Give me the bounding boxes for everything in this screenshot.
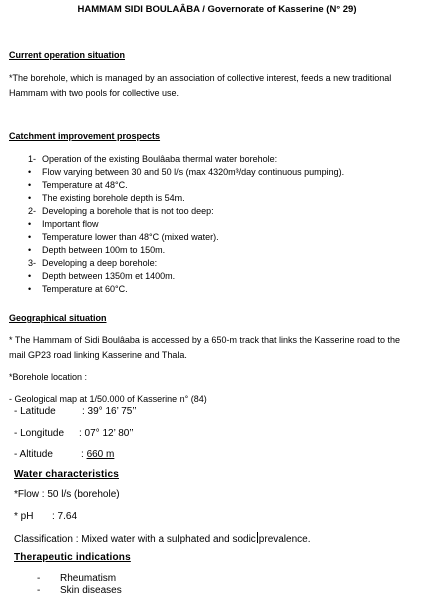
section-heading-current-operation: Current operation situation (9, 50, 126, 60)
list-item: • Temperature lower than 48°C (mixed water). (28, 232, 219, 242)
list-item: • Flow varying between 30 and 50 l/s (max 4320m³/day continuous pumping). (28, 167, 345, 177)
ph-value: : 7.64 (52, 511, 78, 522)
geological-map-ref: - Geological map at 1/50.000 of Kasserine n° (84) (9, 394, 207, 404)
list-item: • Depth between 1350m et 1400m. (28, 271, 176, 281)
ph-label: * pH (14, 511, 34, 522)
list-item: 3- Developing a deep borehole: (28, 258, 158, 268)
list-item: • Depth between 100m to 150m. (28, 245, 166, 255)
section-heading-therapeutic: Therapeutic indications (14, 552, 131, 563)
borehole-location-label: *Borehole location : (9, 372, 88, 382)
section-heading-geographical: Geographical situation (9, 313, 107, 323)
latitude-label: - Latitude (14, 406, 56, 417)
document-title: HAMMAM SIDI BOULAÂBA / Governorate of Kasserine (N° 29) (77, 4, 357, 15)
text-cursor (257, 532, 258, 543)
list-item: - Rheumatism (37, 573, 117, 584)
latitude-value: : 39° 16’ 75’’ (82, 406, 137, 417)
section-heading-water: Water characteristics (14, 469, 119, 480)
list-item: - Skin diseases (37, 585, 122, 596)
water-classification: Classification : Mixed water with a sulphated and sodic prevalence. (14, 534, 311, 545)
current-operation-text: *The borehole, which is managed by an association of collective interest, feeds a new traditional Hammam with two pools for collective use. (9, 73, 392, 98)
water-flow: *Flow : 50 l/s (borehole) (14, 489, 120, 500)
list-item: 2- Developing a borehole that is not too deep: (28, 206, 214, 216)
list-item: • Temperature at 60°C. (28, 284, 128, 294)
list-item: • Temperature at 48°C. (28, 180, 128, 190)
altitude-value: : 660 m (81, 449, 115, 460)
longitude-value: : 07° 12’ 80’’ (79, 428, 134, 439)
list-item: 1- Operation of the existing Boulâaba thermal water borehole: (28, 154, 278, 164)
longitude-label: - Longitude (14, 428, 65, 439)
section-heading-catchment: Catchment improvement prospects (9, 131, 161, 141)
geographical-text: * The Hammam of Sidi Boulâaba is accessed by a 650-m track that links the Kasserine road to the mail GP23 road linking Kasserine and Thala. (9, 335, 401, 360)
altitude-label: - Altitude (14, 449, 53, 460)
list-item: • The existing borehole depth is 54m. (28, 193, 185, 203)
list-item: • Important flow (28, 219, 99, 229)
